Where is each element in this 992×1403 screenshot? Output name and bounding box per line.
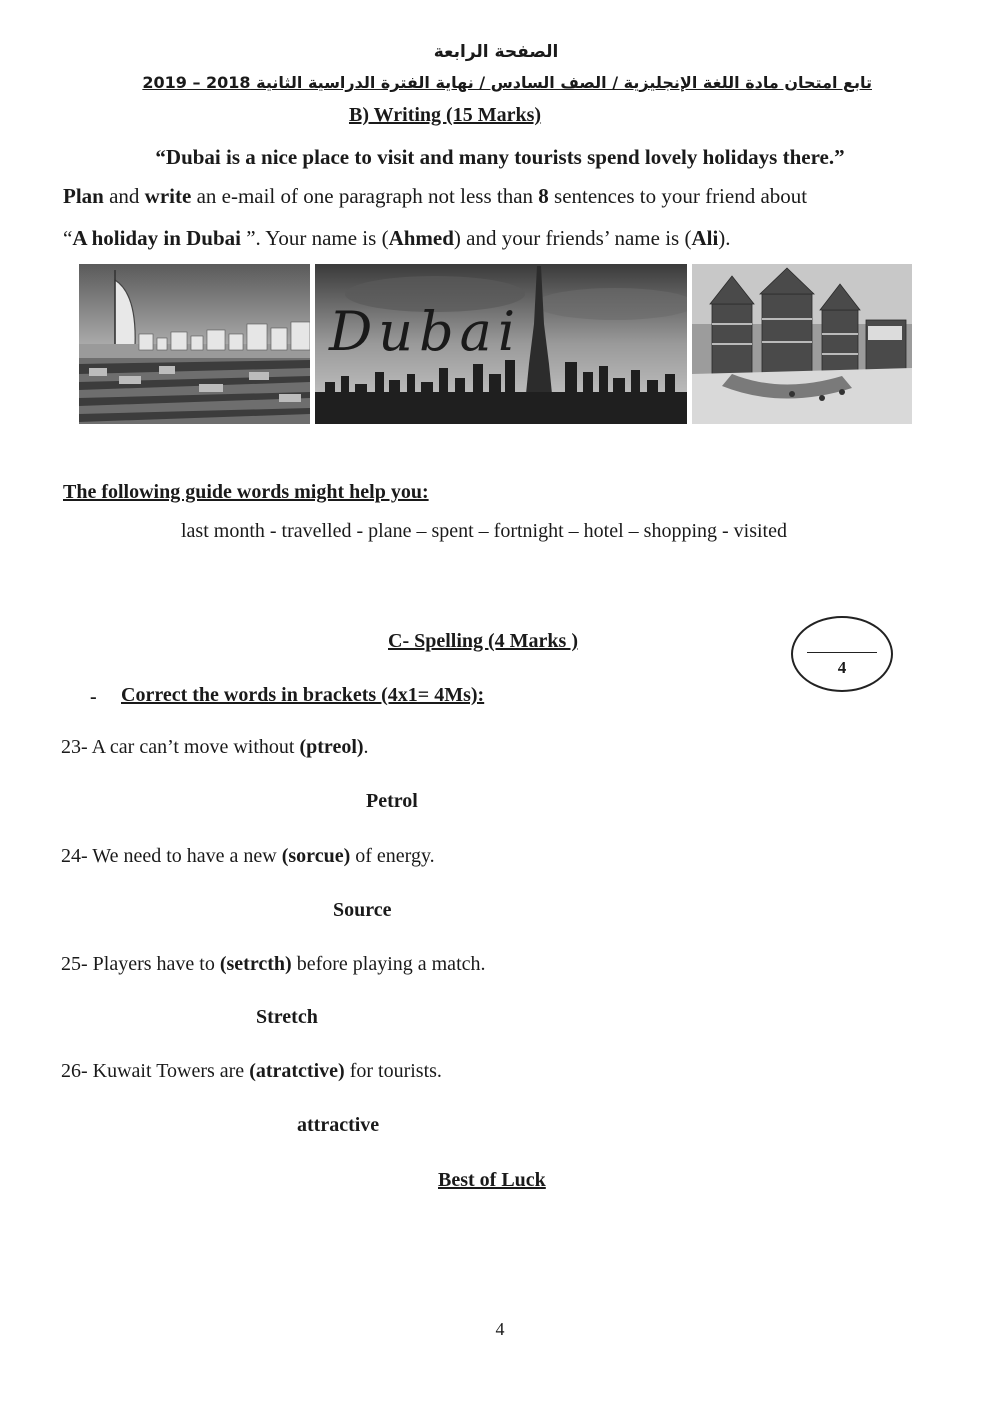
closing-text: Best of Luck: [438, 1169, 546, 1191]
score-circle: [791, 616, 893, 692]
guide-words-list: last month - travelled - plane – spent – fortnight – hotel – shopping - visited: [180, 520, 787, 542]
writing-heading: B) Writing (15 Marks): [348, 104, 542, 126]
score-value: 4: [837, 658, 847, 677]
exam-title-arabic: تابع امتحان مادة اللغة الإنجليزية / الصف السادس / نهاية الفترة الدراسية الثانية 2018 – 2019: [142, 73, 872, 92]
spelling-heading: C- Spelling (4 Marks ): [388, 630, 578, 652]
dubai-photo-caption: Dubai: [329, 300, 522, 363]
instruction-bullet: -: [90, 686, 97, 708]
question-23: 23- A car can’t move without (ptreol).: [61, 736, 369, 758]
question-25: 25- Players have to (setrcth) before playing a match.: [61, 953, 486, 975]
answer-24: Source: [333, 899, 392, 921]
burj-al-arab-photo: [79, 264, 310, 424]
answer-23: Petrol: [366, 790, 418, 812]
page-label-arabic: الصفحة الرابعة: [433, 42, 559, 62]
writing-quote: “Dubai is a nice place to visit and many tourists spend lovely holidays there.”: [155, 145, 845, 169]
dubai-skyline-photo: [315, 264, 687, 424]
spelling-instruction: Correct the words in brackets (4x1= 4Ms):: [121, 684, 485, 706]
page-number: 4: [495, 1319, 505, 1339]
answer-25: Stretch: [256, 1006, 318, 1028]
water-park-photo: [692, 264, 912, 424]
question-24: 24- We need to have a new (sorcue) of energy.: [61, 845, 435, 867]
score-divider: [807, 652, 877, 653]
guide-words-heading: The following guide words might help you:: [63, 481, 429, 503]
writing-instruction-line1: Plan and write an e-mail of one paragraph not less than 8 sentences to your friend about: [63, 184, 808, 208]
writing-instruction-line2: “A holiday in Dubai ”. Your name is (Ahmed) and your friends’ name is (Ali).: [63, 226, 731, 250]
answer-26: attractive: [297, 1114, 380, 1136]
question-26: 26- Kuwait Towers are (atratctive) for tourists.: [61, 1060, 442, 1082]
